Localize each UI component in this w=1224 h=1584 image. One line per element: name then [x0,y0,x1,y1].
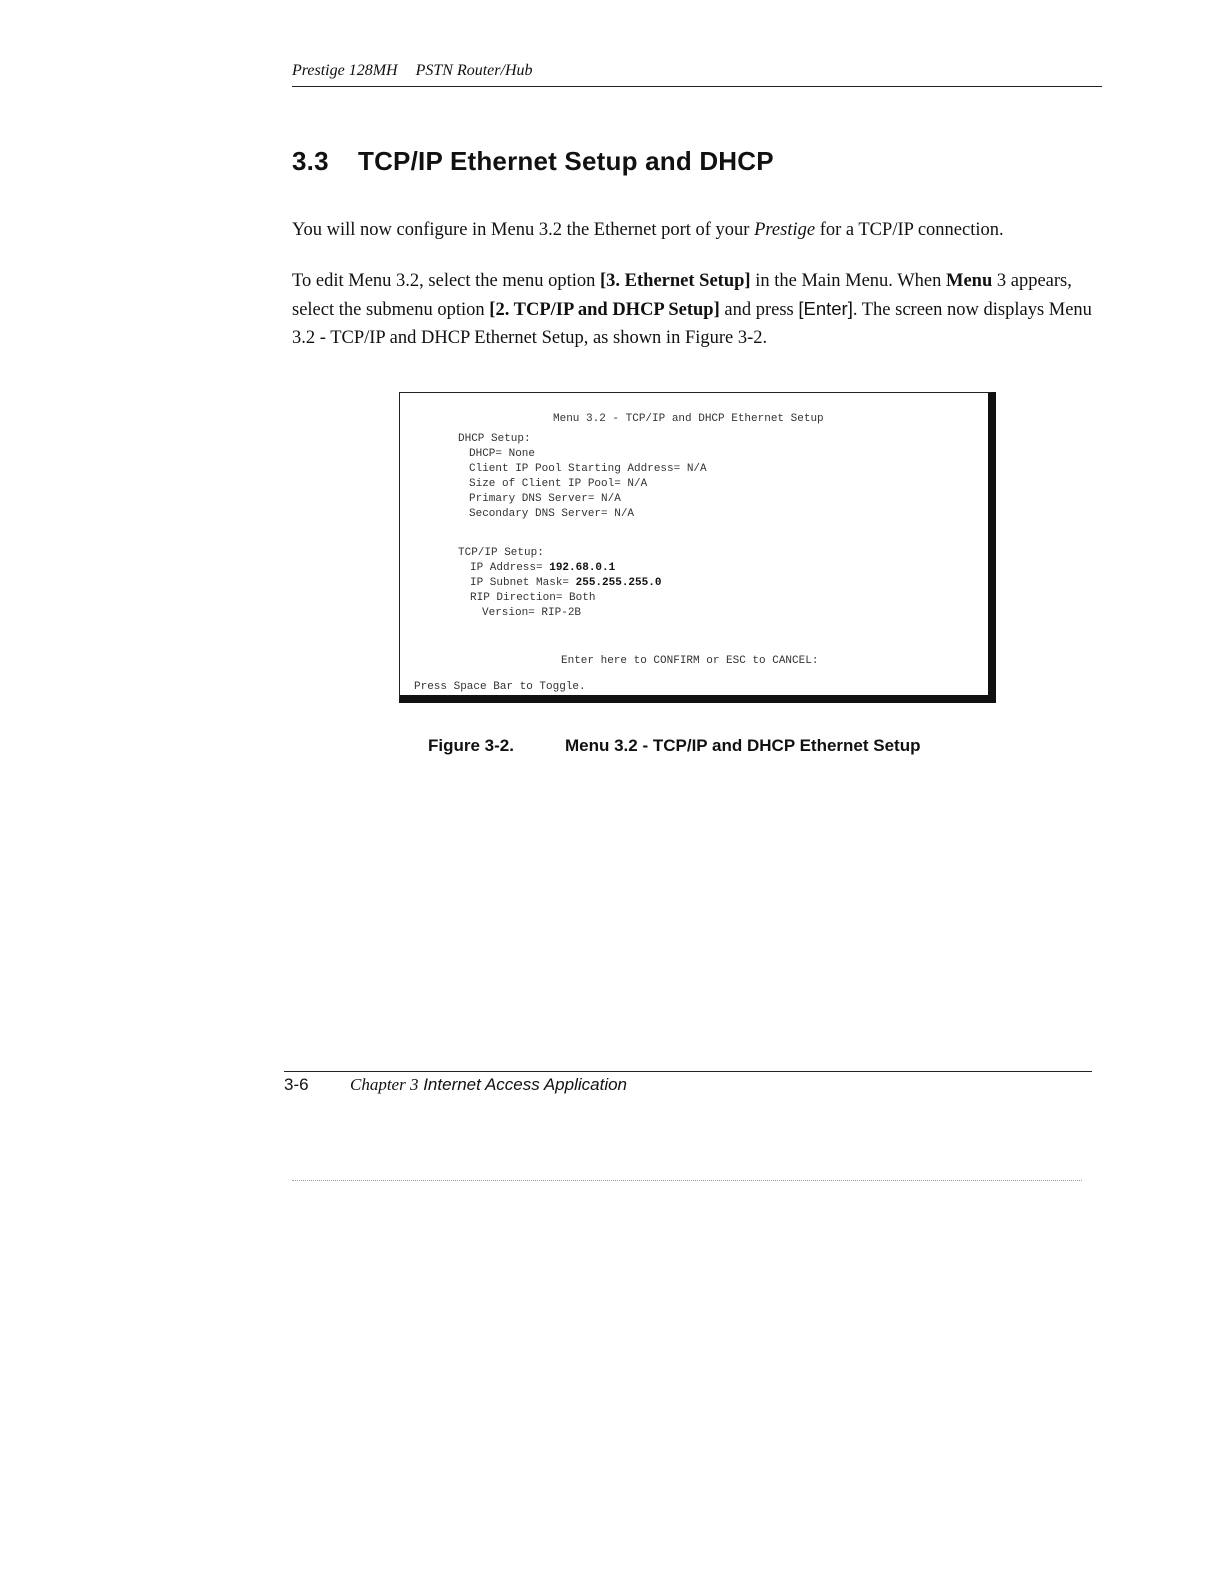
running-header [292,62,533,80]
footer-chapter-word: Chapter 3 [350,1075,419,1094]
instr-menu-word: Menu [946,271,993,291]
instr-menu-option: [3. Ethernet Setup] [600,271,751,291]
subnet-mask-label: IP Subnet Mask= [470,577,576,589]
tcpip-setup-header: TCP/IP Setup: [458,547,544,559]
dhcp-field: DHCP= None [469,448,536,460]
section-number: 3.3 [292,146,329,176]
instr-text-2: in the Main Menu. When [750,271,946,291]
ip-address-label: IP Address= [470,562,550,574]
figure-caption-text: Menu 3.2 - TCP/IP and DHCP Ethernet Setup [565,736,921,755]
section-title [292,146,774,177]
dhcp-setup-header: DHCP Setup: [458,433,531,445]
secondary-dns-field: Secondary DNS Server= N/A [469,508,635,520]
intro-product-name: Prestige [754,220,816,240]
page-footer [284,1075,627,1095]
subnet-mask-value: 255.255.255.0 [575,577,662,589]
pool-size-field: Size of Client IP Pool= N/A [469,478,648,490]
instr-text-1: To edit Menu 3.2, select the menu option [292,271,601,291]
pool-start-field: Client IP Pool Starting Address= N/A [469,463,707,475]
ip-address-value: 192.68.0.1 [549,562,616,574]
subnet-mask-field [470,577,661,590]
rip-direction-field: RIP Direction= Both [470,592,596,604]
instr-text-4: and press [719,300,799,320]
page-number: 3-6 [284,1075,309,1094]
figure-caption [428,736,920,756]
confirm-prompt: Enter here to CONFIRM or ESC to CANCEL: [561,655,819,667]
section-title-text: TCP/IP Ethernet Setup and DHCP [358,146,774,176]
header-device: PSTN Router/Hub [415,62,533,79]
header-rule [292,86,1102,87]
intro-paragraph [292,216,1102,244]
footer-chapter-title: Internet Access Application [418,1075,627,1094]
toggle-hint: Press Space Bar to Toggle. [414,681,586,693]
figure-number: Figure 3-2. [428,736,514,755]
rip-version-field: Version= RIP-2B [482,607,582,619]
intro-text-1: You will now configure in Menu 3.2 the Ethernet port of your [292,220,755,240]
terminal-screen [399,392,996,703]
header-product: Prestige 128MH [292,62,398,79]
instr-submenu-option: [2. TCP/IP and DHCP Setup] [489,300,720,320]
intro-text-2: for a TCP/IP connection. [815,220,1004,240]
terminal-title: Menu 3.2 - TCP/IP and DHCP Ethernet Setup [553,413,824,425]
footer-rule [284,1071,1092,1072]
footer-chapter [350,1075,627,1094]
instr-text-5: . The screen now displays Menu 3.2 - TCP/IP and DHCP Ethernet Setup, as shown in Figure 3-2. [292,300,1092,348]
scan-artifact-dots [292,1180,1082,1181]
instr-text-3: 3 appears, select the submenu option [292,271,1072,320]
primary-dns-field: Primary DNS Server= N/A [469,493,621,505]
instr-enter-key: [Enter] [798,298,853,319]
ip-address-field [470,562,615,575]
instructions-paragraph [292,267,1102,352]
